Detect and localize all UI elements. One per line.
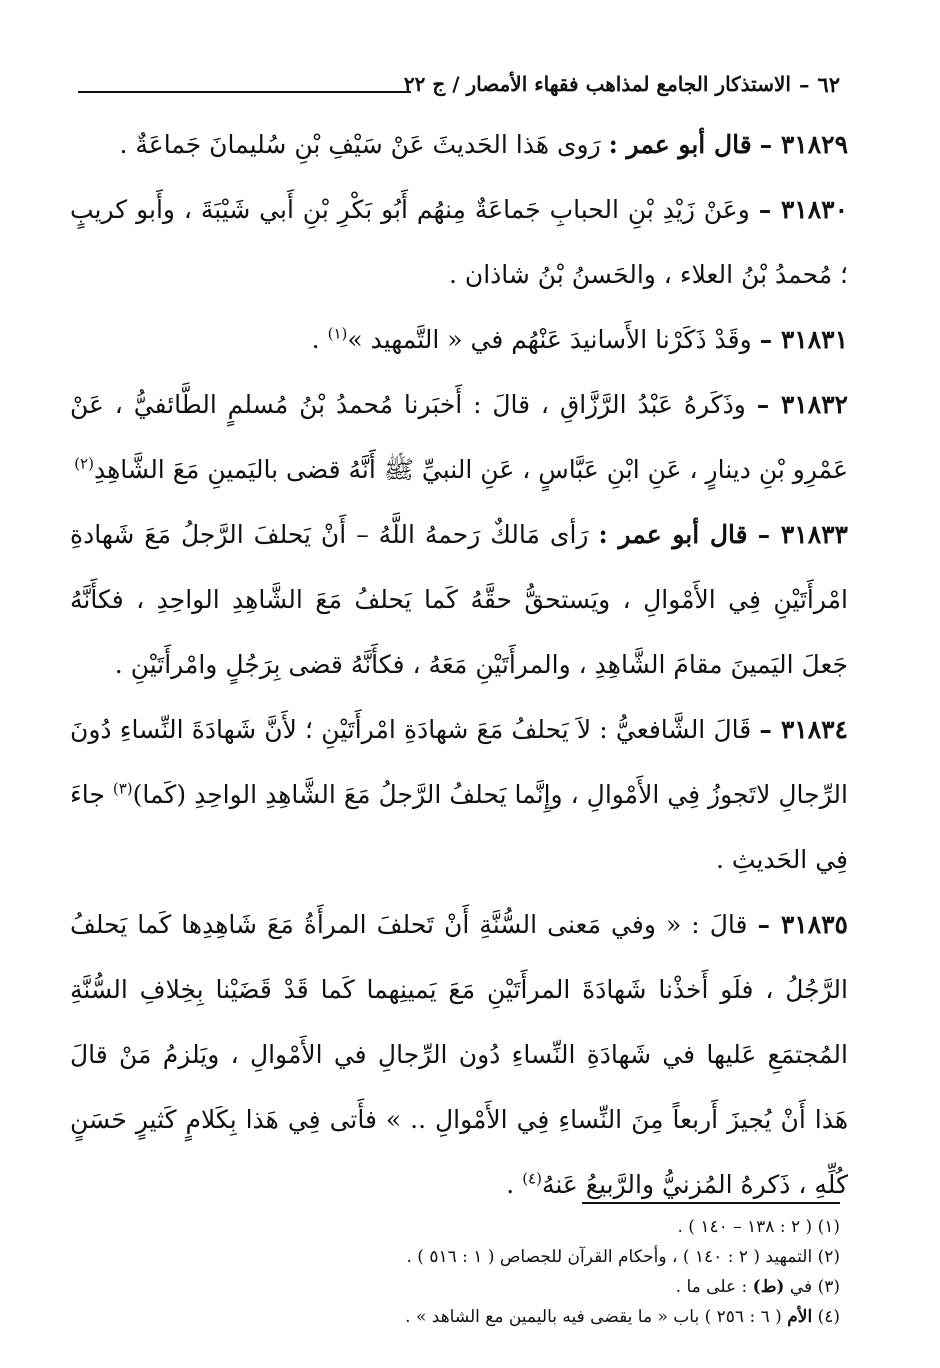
footnote-prefix: (٣) في (784, 1277, 840, 1297)
running-title: الاستذكار الجامع لمذاهب فقهاء الأمصار / ج ٢٢ (403, 72, 791, 96)
paragraph (70, 502, 848, 697)
footnote-marker: (٤) (522, 1169, 542, 1188)
paragraph-text: رَوى هَذا الحَديثَ عَنْ سَيْفِ بْنِ سُليمانَ جَماعَةٌ . (119, 130, 609, 159)
paragraph (70, 892, 848, 1217)
paragraph-text: وذَكَرهُ عَبْدُ الرَّزَّاقِ ، قالَ : أَخبَرنا مُحمدُ بْنُ مُسلمٍ الطَّائفيُّ ، عَنْ عَمْرِو بْنِ دينارٍ ، عَنِ ابْنِ عَبَّاسٍ ، عَنِ النبيِّ ﷺ أَنَّهُ قضى باليَمينِ مَعَ الشَّاهِدِ (70, 390, 848, 484)
paragraph-number: ٣١٨٢٩ – (759, 130, 848, 159)
speaker-label: قال أبو عمر : (598, 520, 748, 549)
footnote-text: : على ما . (675, 1277, 753, 1297)
paragraph-text-end: . (311, 325, 328, 354)
paragraph-text-end: . (506, 1170, 523, 1199)
speaker-label: قال أبو عمر : (608, 130, 752, 159)
page-header (0, 64, 840, 104)
footnote-prefix: (٤) (812, 1307, 840, 1327)
footnote-text: ( ٦ : ٢٥٦ ) باب « ما يقضى فيه باليمين مع الشاهد » . (405, 1307, 788, 1327)
footnote-key: (ط) (752, 1277, 785, 1297)
paragraph-text: وعَنْ زَيْدِ بْنِ الحبابِ جَماعَةٌ مِنهُم أَبُو بَكْرِ بْنِ أَبي شَيْبَةَ ، وأَبو كريبٍ ؛ مُحمدُ بْنُ العلاء ، والحَسنُ بْنُ شاذان . (70, 195, 848, 289)
footnote (100, 1272, 840, 1302)
paragraph (70, 697, 848, 892)
paragraph-number: ٣١٨٣١ – (759, 325, 848, 354)
footnote-text: (١) ( ٢ : ١٣٨ – ١٤٠ ) . (677, 1217, 840, 1237)
paragraph-text: قالَ : « وفي مَعنى السُّنَّةِ أَنْ تَحلفَ المرأَةُ مَعَ شَاهِدِها كَما يَحلفُ الرَّجُلُ ، فلَو أَخذْنا شَهادَةَ المرأَتَيْنِ مَعَ يَمينِهما كَما قَدْ قَضَيْنا بِخِلافِ السُّنَّةِ المُجتمَعِ عَليها في شَهادَةِ النِّساءِ دُون الرِّجالِ في الأَمْوالِ ، ويَلزمُ مَنْ قالَ هَذا أَنْ يُجيزَ أَربعاً مِنَ النِّساءِ فِي الأَمْوالِ .. » فأَتى فِي هَذا بِكَلامٍ كَثيرٍ حَسَنٍ كُلِّهِ ، ذَكرهُ المُزنيُّ والرَّبيعُ عَنهُ (70, 910, 848, 1199)
footnote (100, 1302, 840, 1332)
main-text (70, 112, 848, 1217)
footnote-rule (582, 1202, 840, 1204)
footnote-marker: (١) (327, 324, 348, 343)
paragraph-text-end: جاءَ فِي الحَديثِ . (70, 780, 848, 874)
paragraph-number: ٣١٨٣٤ – (759, 715, 848, 744)
header-rule (78, 91, 411, 93)
footnotes (100, 1212, 840, 1332)
paragraph-number: ٣١٨٣٢ – (756, 390, 848, 419)
paragraph-text: قَالَ الشَّافعيُّ : لاَ يَحلفُ مَعَ شهادَةِ امْرأَتَيْنِ ؛ لأَنَّ شَهادَةَ النِّساءِ دُونَ الرِّجالِ لاتَجوزُ فِي الأَمْوالِ ، وإِنَّما يَحلفُ الرَّجلُ مَعَ الشَّاهِدِ الواحِدِ (كَما) (70, 715, 848, 809)
footnote-key: الأم (787, 1307, 813, 1327)
footnote (100, 1212, 840, 1242)
footnote-marker: (٣) (112, 779, 133, 798)
paragraph (70, 307, 848, 372)
paragraph (70, 372, 848, 502)
paragraph (70, 112, 848, 177)
paragraph (70, 177, 848, 307)
paragraph-text: وقَدْ ذَكَرْنا الأَسانيدَ عَنْهُم في « التَّمهيد » (347, 325, 760, 354)
paragraph-number: ٣١٨٣٥ – (757, 910, 848, 939)
paragraph-number: ٣١٨٣٣ – (757, 520, 848, 549)
footnote-marker: (٢) (74, 454, 94, 473)
header-dash: – (798, 71, 810, 97)
footnote-text: (٢) التمهيد ( ٢ : ١٤٠ ) ، وأحكام القرآن للجصاص ( ١ : ٥١٦ ) . (406, 1247, 840, 1267)
paragraph-text: رَأى مَالكٌ رَحمهُ اللَّهُ – أَنْ يَحلفَ الرَّجلُ مَعَ شَهادةِ امْرأَتَيْنِ فِي الأَمْوالِ ، ويَستحقُّ حقَّهُ كَما يَحلفُ مَعَ الشَّاهِدِ الواحِدِ ، فكأَنَّهُ جَعلَ اليَمينَ مقامَ الشَّاهِدِ ، والمرأَتَيْنِ مَعَهُ ، فكأَنَّهُ قضى بِرَجُلٍ وامْرأَتَيْنِ . (70, 520, 848, 679)
footnote (100, 1242, 840, 1272)
page-number: ٦٢ (817, 71, 840, 97)
paragraph-number: ٣١٨٣٠ – (758, 195, 848, 224)
